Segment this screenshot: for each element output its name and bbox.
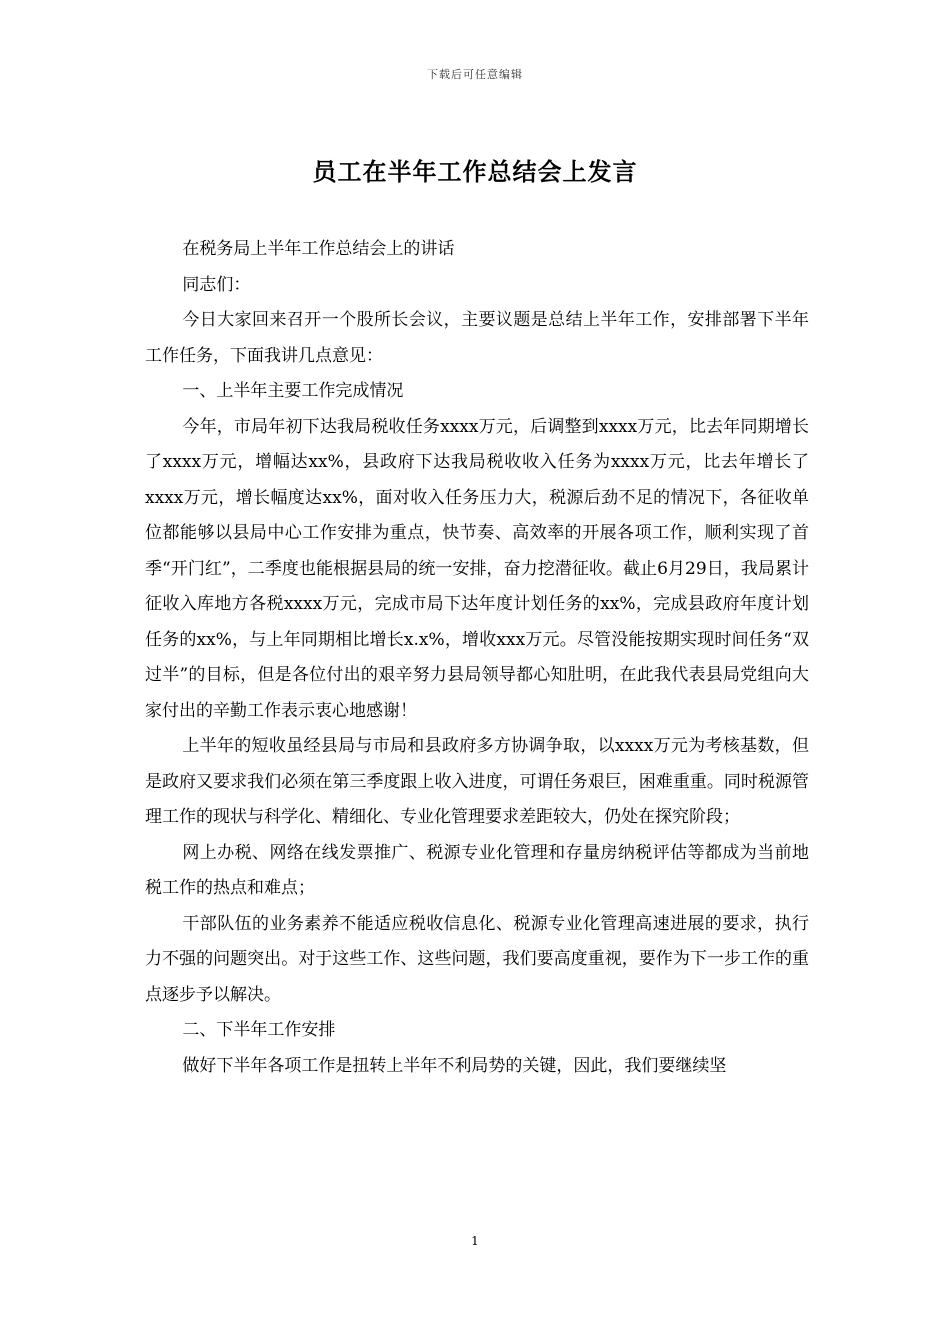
page-number: 1 [471, 1234, 479, 1248]
document-title: 员工在半年工作总结会上发言 [312, 157, 638, 186]
paragraph: 今日大家回来召开一个股所长会议，主要议题是总结上半年工作，安排部署下半年工作任务，下面我讲几点意见： [145, 310, 809, 366]
section-heading: 二、下半年工作安排 [182, 1020, 336, 1040]
section-heading: 一、上半年主要工作完成情况 [182, 381, 404, 401]
paragraph: 网上办税、网络在线发票推广、税源专业化管理和存量房纳税评估等都成为当前地税工作的热点和难点； [145, 842, 809, 898]
paragraph: 同志们： [182, 274, 251, 295]
header-note: 下载后可任意编辑 [427, 68, 523, 81]
paragraph: 做好下半年各项工作是扭转上半年不利局势的关键，因此，我们要继续坚 [182, 1055, 727, 1076]
paragraph: 在税务局上半年工作总结会上的讲话 [182, 239, 455, 259]
paragraph: 上半年的短收虽经县局与市局和县政府多方协调争取，以xxxx万元为考核基数，但是政府又要求我们必须在第三季度跟上收入进度，可谓任务艰巨，困难重重。同时税源管理工作的现状与科学化、精细化、专业化管理要求差距较大，仍处在探究阶段； [145, 736, 809, 827]
paragraph: 今年，市局年初下达我局税收任务xxxx万元，后调整到xxxx万元，比去年同期增长了xxxx万元，增幅达xx%，县政府下达我局税收收入任务为xxxx万元，比去年增长了xxxx万元，增长幅度达xx%，面对收入任务压力大，税源后劲不足的情况下，各征收单位都能够以县局中心工作安排为重点，快节奏、高效率的开展各项工作，顺利实现了首季“开门红”，二季度也能根据县局的统一安排，奋力挖潜征收。截止6月29日，我局累计征收入库地方各税xxxx万元，完成市局下达年度计划任务的xx%，完成县政府年度计划任务的xx%，与上年同期相比增长x.x%，增收xxx万元。尽管没能按期实现时间任务“双过半”的目标，但是各位付出的艰辛努力县局领导都心知肚明，在此我代表县局党组向大家付出的辛勤工作表示衷心地感谢！ [145, 416, 809, 721]
paragraph: 干部队伍的业务素养不能适应税收信息化、税源专业化管理高速进展的要求，执行力不强的问题突出。对于这些工作、这些问题，我们要高度重视，要作为下一步工作的重点逐步予以解决。 [145, 913, 809, 1005]
document-body [145, 232, 809, 1084]
